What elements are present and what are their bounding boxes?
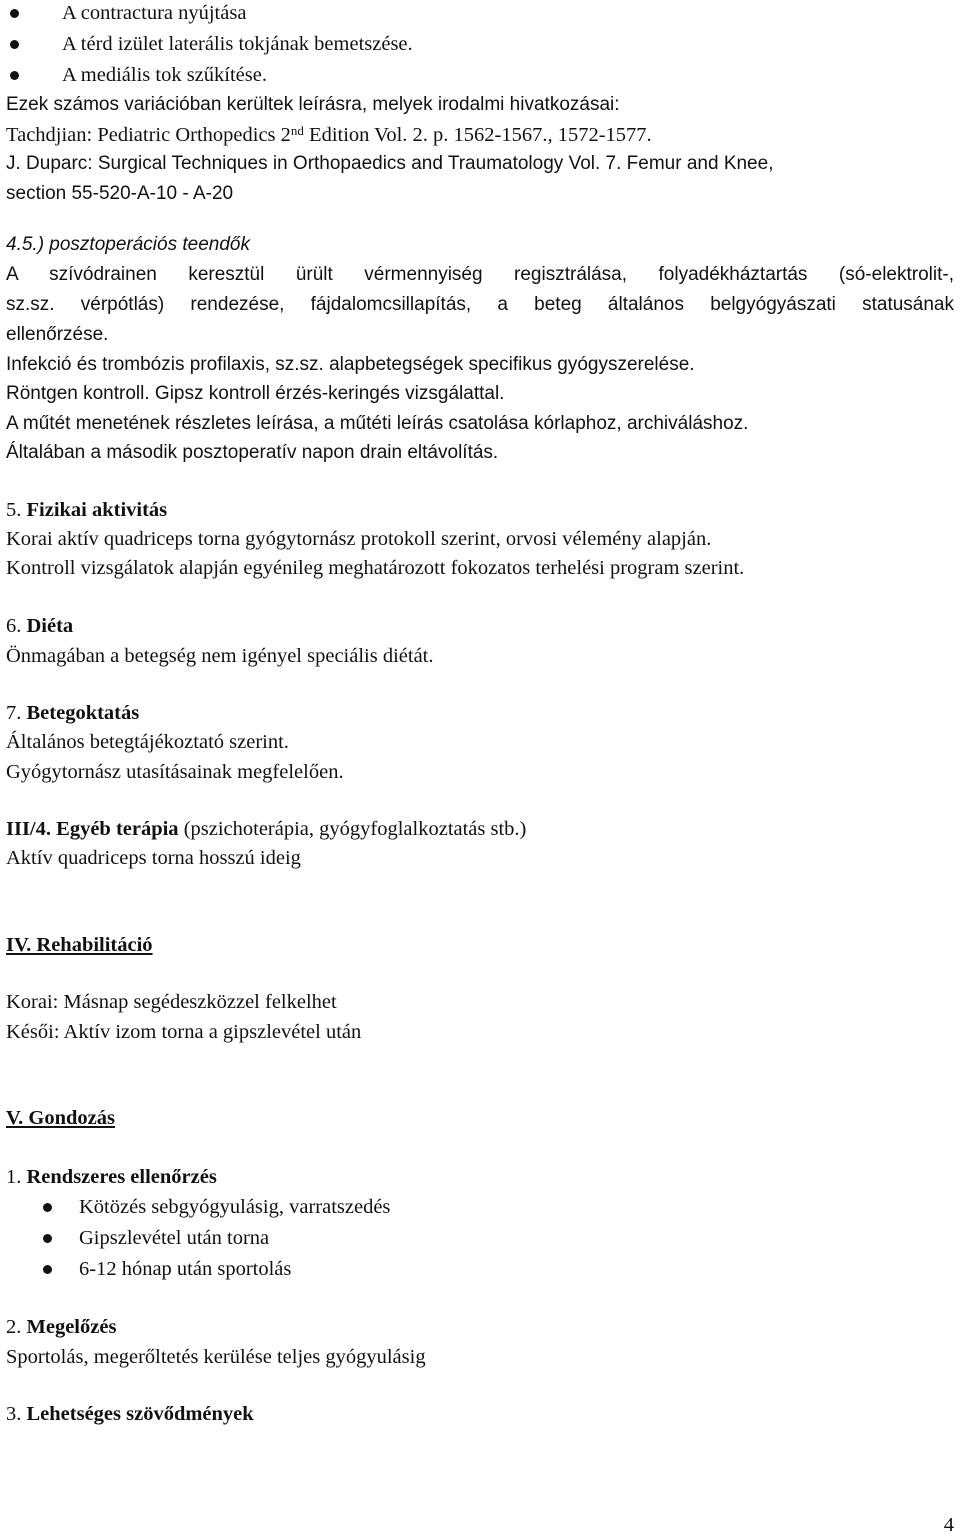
references-intro: Ezek számos variációban kerültek leírásra, melyek irodalmi hivatkozásai: <box>6 94 620 115</box>
section-heading-other <box>6 817 526 841</box>
reference-text: Tachdjian: Pediatric Orthopedics 2 <box>6 124 291 146</box>
section-heading-physical <box>6 498 167 522</box>
bullet-icon <box>10 9 19 18</box>
postop-line: A műtét menetének részletes leírása, a műtéti leírás csatolása kórlaphoz, archiváláshoz. <box>6 413 749 434</box>
rehab-line: Korai: Másnap segédeszközzel felkelhet <box>6 991 337 1013</box>
education-line: Gyógytornász utasításainak megfelelően. <box>6 761 344 783</box>
bullet-icon <box>43 1265 52 1274</box>
list-item-text: Kötözés sebgyógyulásig, varratszedés <box>79 1196 391 1218</box>
other-line: Aktív quadriceps torna hosszú ideig <box>6 847 301 869</box>
list-item-text: A térd izület laterális tokjának bemetszése. <box>62 33 413 55</box>
section-heading-care: V. Gondozás <box>6 1107 115 1129</box>
section-number: 6. <box>6 615 27 637</box>
subsection-heading-check <box>6 1165 217 1189</box>
bullet-icon <box>43 1234 52 1243</box>
section-title: Fizikai aktivitás <box>26 499 168 521</box>
reference-duparc-section: section 55-520-A-10 - A-20 <box>6 183 234 204</box>
subsection-heading-prevention <box>6 1315 116 1339</box>
section-title: Diéta <box>26 615 74 637</box>
section-title: Egyéb terápia <box>56 818 179 840</box>
section-title: Megelőzés <box>26 1316 117 1338</box>
section-number: 3. <box>6 1403 27 1425</box>
section-number: 7. <box>6 702 27 724</box>
section-number: 5. <box>6 499 27 521</box>
section-heading-postop: 4.5.) posztoperációs teendők <box>6 234 250 255</box>
prevention-line: Sportolás, megerőltetés kerülése teljes gyógyulásig <box>6 1346 426 1368</box>
education-line: Általános betegtájékoztató szerint. <box>6 731 289 753</box>
subsection-heading-complications <box>6 1402 254 1426</box>
section-heading-rehab: IV. Rehabilitáció <box>6 934 153 956</box>
list-item-text: Gipszlevétel után torna <box>79 1227 270 1249</box>
section-number: 2. <box>6 1316 27 1338</box>
postop-line: Infekció és trombózis profilaxis, sz.sz. alapbetegségek specifikus gyógyszerelése. <box>6 354 695 375</box>
section-heading-education <box>6 701 139 725</box>
section-note: (pszichoterápia, gyógyfoglalkoztatás stb.) <box>178 818 527 840</box>
reference-tachdjian <box>6 123 652 147</box>
bullet-icon <box>10 71 19 80</box>
list-item-text: A contractura nyújtása <box>62 2 247 24</box>
postop-line: Általában a második posztoperatív napon drain eltávolítás. <box>6 442 499 463</box>
section-title: Lehetséges szövődmények <box>26 1403 254 1425</box>
section-title: Rendszeres ellenőrzés <box>26 1166 217 1188</box>
section-title: Betegoktatás <box>26 702 140 724</box>
list-item-text: A mediális tok szűkítése. <box>62 64 267 86</box>
bullet-icon <box>10 40 19 49</box>
section-heading-diet <box>6 614 73 638</box>
page-number: 4 <box>943 1514 954 1536</box>
postop-line: sz.sz. vérpótlás) rendezése, fájdalomcsillapítás, a beteg általános belgyógyászati statusának <box>6 294 954 315</box>
bullet-icon <box>43 1203 52 1212</box>
diet-line: Önmagában a betegség nem igényel speciális diétát. <box>6 645 434 667</box>
physical-line: Korai aktív quadriceps torna gyógytornász protokoll szerint, orvosi vélemény alapján. <box>6 528 712 550</box>
physical-line: Kontroll vizsgálatok alapján egyénileg meghatározott fokozatos terhelési program szerint. <box>6 557 745 579</box>
section-number: 1. <box>6 1166 27 1188</box>
rehab-line: Késői: Aktív izom torna a gipszlevétel után <box>6 1021 362 1043</box>
section-number: III/4. <box>6 818 57 840</box>
reference-text: Edition Vol. 2. p. 1562-1567., 1572-1577. <box>303 124 652 146</box>
postop-line: Röntgen kontroll. Gipsz kontroll érzés-keringés vizsgálattal. <box>6 383 505 404</box>
list-item-text: 6-12 hónap után sportolás <box>79 1258 292 1280</box>
reference-duparc: J. Duparc: Surgical Techniques in Orthopaedics and Traumatology Vol. 7. Femur and Knee, <box>6 153 774 174</box>
postop-line: A szívódrainen keresztül ürült vérmennyiség regisztrálása, folyadékháztartás (só-elektrolit-, <box>6 264 954 285</box>
postop-line: ellenőrzése. <box>6 324 109 345</box>
ordinal-superscript: nd <box>290 123 304 138</box>
